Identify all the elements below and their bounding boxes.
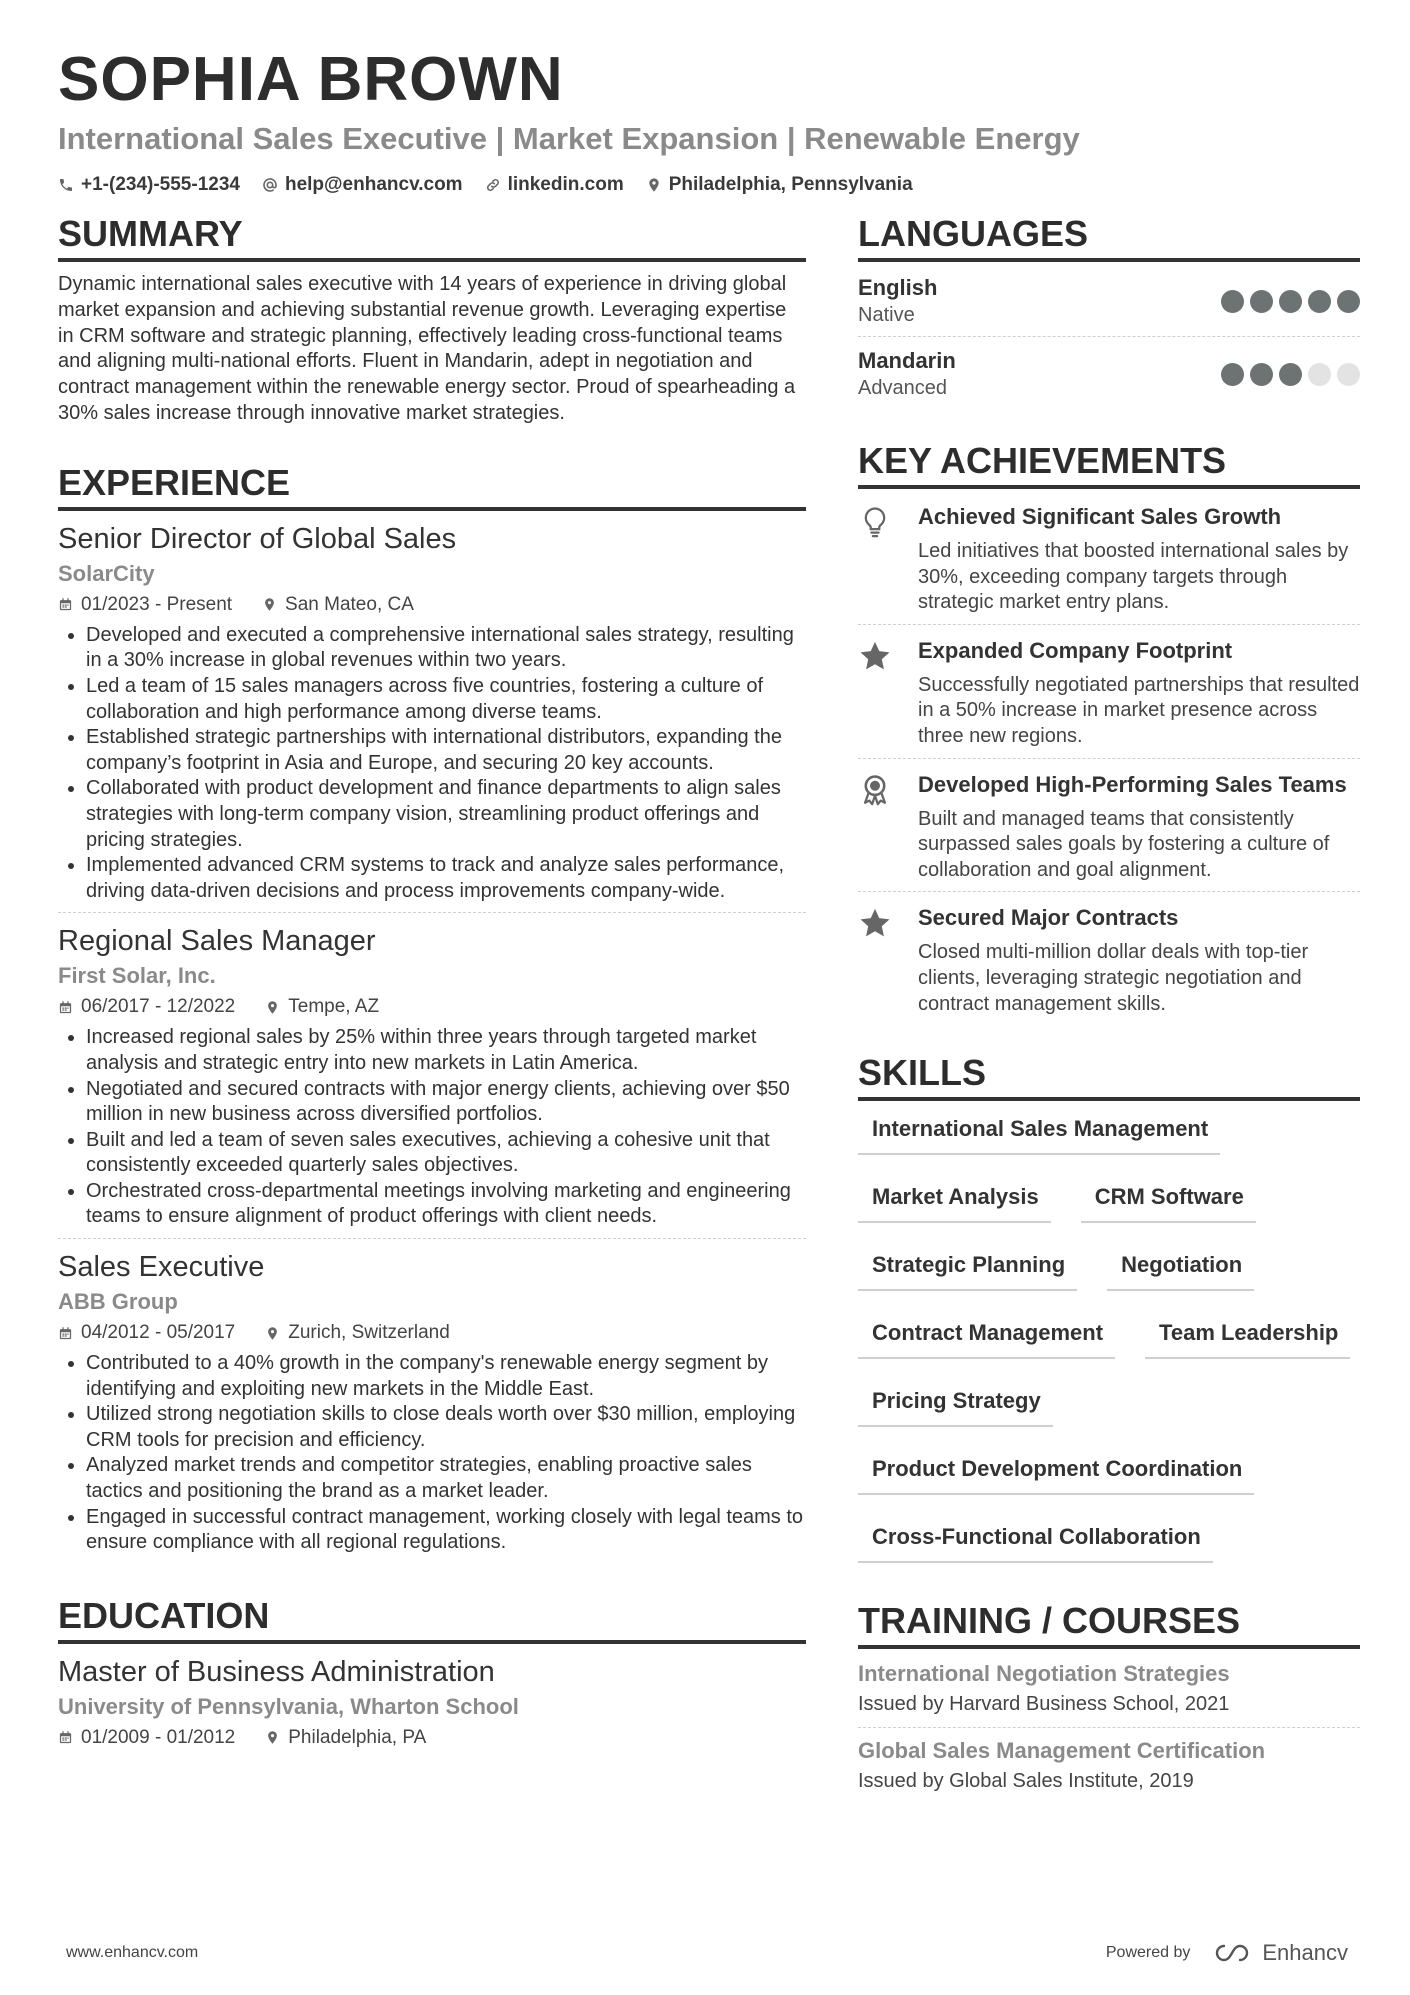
phone-icon bbox=[58, 177, 74, 193]
achievement-item bbox=[858, 633, 1360, 759]
achievement-title: Developed High-Performing Sales Teams bbox=[918, 771, 1347, 797]
resume-header bbox=[58, 44, 1358, 196]
job-bullet: • Collaborated with product development and finance departments to align sales strategies with long-term company vision, streamlining product offerings and pricing strategies. bbox=[86, 776, 806, 853]
enhancv-logo-icon bbox=[1210, 1942, 1254, 1964]
candidate-name: SOPHIA BROWN bbox=[58, 45, 564, 114]
job-bullet: • Built and led a team of seven sales executives, achieving a cohesive unit that consistently exceeded quarterly sales objectives. bbox=[86, 1128, 806, 1179]
experience-entry bbox=[58, 1249, 806, 1564]
left-column bbox=[58, 212, 806, 1752]
language-item bbox=[858, 272, 1360, 337]
language-rating bbox=[1221, 290, 1360, 313]
phone-text: +1-(234)-555-1234 bbox=[81, 174, 240, 195]
course-name: International Negotiation Strategies bbox=[858, 1661, 1230, 1687]
email-text: help@enhancv.com bbox=[284, 174, 463, 195]
linkedin-text: linkedin.com bbox=[507, 174, 624, 195]
job-bullet: • Utilized strong negotiation skills to close deals worth over $30 million, employing CRM tools for precision and efficiency. bbox=[86, 1402, 806, 1453]
skills-heading: SKILLS bbox=[858, 1051, 1360, 1101]
job-meta bbox=[58, 591, 806, 619]
contact-location bbox=[646, 174, 913, 196]
job-company: First Solar, Inc. bbox=[58, 963, 216, 989]
rating-dot bbox=[1308, 363, 1331, 386]
rating-dot bbox=[1337, 363, 1360, 386]
award-medal-icon bbox=[858, 773, 892, 807]
achievement-item bbox=[858, 499, 1360, 625]
powered-by-label: Powered by bbox=[1105, 1944, 1191, 1961]
achievement-item bbox=[858, 900, 1360, 1025]
achievement-desc: Built and managed teams that consistently surpassed sales goals by fostering a culture of collaboration and goal alignment. bbox=[918, 807, 1330, 881]
job-location: Zurich, Switzerland bbox=[288, 1322, 450, 1344]
skill-tag: Negotiation bbox=[1107, 1251, 1254, 1291]
job-dates: 01/2023 - Present bbox=[81, 593, 233, 615]
skills-list bbox=[858, 1115, 1360, 1563]
location-pin-icon bbox=[265, 1730, 280, 1745]
job-bullet: • Developed and executed a comprehensive international sales strategy, resulting in a 30% increase in global revenues within two years. bbox=[86, 623, 806, 674]
location-pin-icon bbox=[265, 1000, 280, 1015]
edu-location: Philadelphia, PA bbox=[288, 1726, 427, 1748]
location-pin-icon bbox=[265, 1326, 280, 1341]
language-level: Native bbox=[858, 304, 915, 326]
contact-email[interactable] bbox=[262, 174, 463, 196]
skill-tag: Product Development Coordination bbox=[858, 1455, 1254, 1495]
at-sign-icon bbox=[262, 177, 278, 193]
course-issuer: Issued by Harvard Business School, 2021 bbox=[858, 1693, 1230, 1716]
job-company: SolarCity bbox=[58, 560, 155, 586]
job-location: Tempe, AZ bbox=[288, 996, 380, 1018]
job-role: Senior Director of Global Sales bbox=[58, 522, 457, 555]
job-bullet: • Implemented advanced CRM systems to track and analyze sales performance, driving data-driven decisions and process improvements company-wide. bbox=[86, 853, 806, 904]
achievements-heading: KEY ACHIEVEMENTS bbox=[858, 439, 1360, 489]
experience-entry bbox=[58, 521, 806, 914]
job-meta bbox=[58, 1319, 806, 1347]
rating-dot bbox=[1250, 363, 1273, 386]
skill-tag: International Sales Management bbox=[858, 1115, 1220, 1155]
job-bullets bbox=[58, 623, 806, 905]
job-bullet: • Established strategic partnerships with international distributors, expanding the company’s footprint in Asia and Europe, and securing 20 key accounts. bbox=[86, 725, 806, 776]
education-heading: EDUCATION bbox=[58, 1594, 806, 1644]
edu-dates: 01/2009 - 01/2012 bbox=[81, 1726, 236, 1748]
rating-dot bbox=[1279, 290, 1302, 313]
language-name: English bbox=[858, 275, 938, 300]
rating-dot bbox=[1221, 290, 1244, 313]
job-location: San Mateo, CA bbox=[285, 593, 414, 615]
contact-linkedin[interactable] bbox=[485, 174, 624, 196]
calendar-icon bbox=[58, 1000, 73, 1015]
course-issuer: Issued by Global Sales Institute, 2019 bbox=[858, 1770, 1194, 1793]
job-dates: 06/2017 - 12/2022 bbox=[81, 996, 236, 1018]
achievement-item bbox=[858, 767, 1360, 893]
star-icon bbox=[858, 906, 892, 940]
location-pin-icon bbox=[646, 177, 662, 193]
rating-dot bbox=[1279, 363, 1302, 386]
job-bullet: • Engaged in successful contract management, working closely with legal teams to ensure compliance with all regional regulations. bbox=[86, 1505, 806, 1556]
skill-tag: Strategic Planning bbox=[858, 1251, 1077, 1291]
location-text: Philadelphia, Pennsylvania bbox=[668, 174, 913, 195]
achievement-desc: Successfully negotiated partnerships that resulted in a 50% increase in market presence across three new regions. bbox=[918, 673, 1360, 747]
link-icon bbox=[485, 177, 501, 193]
course-item bbox=[858, 1659, 1360, 1728]
achievement-title: Achieved Significant Sales Growth bbox=[918, 504, 1282, 529]
job-dates: 04/2012 - 05/2017 bbox=[81, 1322, 236, 1344]
language-name: Mandarin bbox=[858, 348, 956, 373]
training-heading: TRAINING / COURSES bbox=[858, 1599, 1360, 1649]
job-company: ABB Group bbox=[58, 1289, 178, 1315]
brand-logo[interactable] bbox=[1210, 1940, 1348, 1966]
job-bullet: • Contributed to a 40% growth in the company's renewable energy segment by identifying and exploiting new markets in the Middle East. bbox=[86, 1351, 806, 1402]
experience-entry bbox=[58, 923, 806, 1239]
course-name: Global Sales Management Certification bbox=[858, 1738, 1266, 1764]
contact-row bbox=[58, 174, 1358, 196]
job-bullets bbox=[58, 1025, 806, 1230]
skill-tag: CRM Software bbox=[1081, 1183, 1256, 1223]
summary-text: Dynamic international sales executive with 14 years of experience in driving global market expansion and achieving substantial revenue growth. Leveraging expertise in CRM software and strategic planning, effectively leading cross-functional teams and aligning multi-national efforts. Fluent in Mandarin, adept in negotiation and contract management within the renewable energy sector. Proud of spearheading a 30% sales increase through innovative market strategies. bbox=[58, 273, 796, 424]
summary-heading: SUMMARY bbox=[58, 212, 806, 262]
job-role: Sales Executive bbox=[58, 1251, 265, 1284]
rating-dot bbox=[1337, 290, 1360, 313]
edu-school: University of Pennsylvania, Wharton School bbox=[58, 1693, 519, 1719]
job-bullet: • Analyzed market trends and competitor strategies, enabling proactive sales tactics and positioning the brand as a market leader. bbox=[86, 1453, 806, 1504]
powered-by bbox=[1106, 1940, 1348, 1966]
job-role: Regional Sales Manager bbox=[58, 925, 376, 958]
achievement-title: Expanded Company Footprint bbox=[918, 637, 1233, 663]
job-bullet: • Increased regional sales by 25% within three years through targeted market analysis and strategic entry into new markets in Latin America. bbox=[86, 1025, 806, 1076]
job-bullet: • Orchestrated cross-departmental meetings involving marketing and engineering teams to ensure alignment of product offerings with client needs. bbox=[86, 1179, 806, 1230]
footer-website[interactable]: www.enhancv.com bbox=[66, 1944, 199, 1961]
star-icon bbox=[858, 639, 892, 673]
rating-dot bbox=[1221, 363, 1244, 386]
course-item bbox=[858, 1736, 1360, 1804]
page-footer bbox=[66, 1940, 1348, 1966]
calendar-icon bbox=[58, 1730, 73, 1745]
rating-dot bbox=[1308, 290, 1331, 313]
education-entry bbox=[58, 1654, 806, 1752]
rating-dot bbox=[1250, 290, 1273, 313]
language-item bbox=[858, 345, 1360, 409]
language-level: Advanced bbox=[858, 377, 947, 399]
languages-heading: LANGUAGES bbox=[858, 212, 1360, 262]
job-bullet: • Negotiated and secured contracts with major energy clients, achieving over $50 million in new business across diversified portfolios. bbox=[86, 1077, 806, 1128]
location-pin-icon bbox=[262, 597, 277, 612]
achievement-title: Secured Major Contracts bbox=[918, 905, 1179, 931]
calendar-icon bbox=[58, 597, 73, 612]
lightbulb-icon bbox=[858, 505, 892, 539]
contact-phone[interactable] bbox=[58, 174, 240, 196]
calendar-icon bbox=[58, 1326, 73, 1341]
achievement-desc: Led initiatives that boosted international sales by 30%, exceeding company targets through strategic market entry plans. bbox=[918, 540, 1349, 614]
skill-tag: Cross-Functional Collaboration bbox=[858, 1523, 1213, 1563]
edu-degree: Master of Business Administration bbox=[58, 1655, 495, 1688]
job-bullet: • Led a team of 15 sales managers across five countries, fostering a culture of collaboration and high performance among diverse teams. bbox=[86, 674, 806, 725]
skill-tag: Contract Management bbox=[858, 1319, 1115, 1359]
edu-meta bbox=[58, 1724, 806, 1752]
brand-name: Enhancv bbox=[1262, 1940, 1348, 1965]
right-column bbox=[858, 212, 1360, 1812]
achievement-desc: Closed multi-million dollar deals with top-tier clients, leveraging strategic negotiation and contract management skills. bbox=[918, 941, 1309, 1015]
job-bullets bbox=[58, 1351, 806, 1556]
experience-heading: EXPERIENCE bbox=[58, 461, 806, 511]
skill-tag: Pricing Strategy bbox=[858, 1387, 1053, 1427]
candidate-title: International Sales Executive | Market Expansion | Renewable Energy bbox=[58, 121, 1080, 156]
skill-tag: Team Leadership bbox=[1145, 1319, 1350, 1359]
language-rating bbox=[1221, 363, 1360, 386]
skill-tag: Market Analysis bbox=[858, 1183, 1051, 1223]
job-meta bbox=[58, 993, 806, 1021]
